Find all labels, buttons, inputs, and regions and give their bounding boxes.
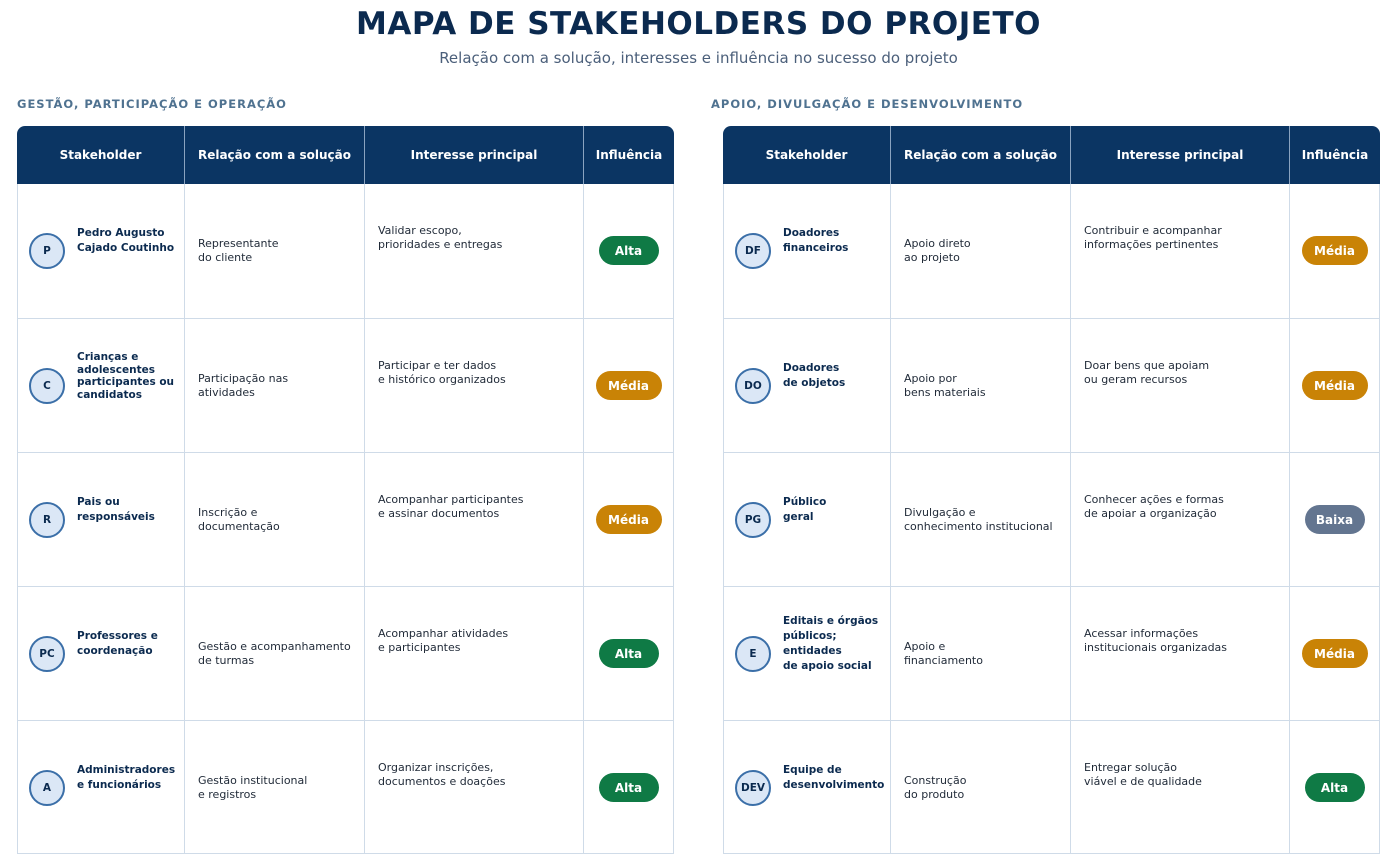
relation-text: Apoio direto ao projeto — [904, 237, 971, 264]
relation-text: Construção do produto — [904, 774, 967, 801]
avatar: A — [29, 770, 65, 806]
table-row — [17, 452, 674, 586]
interest-text: Validar escopo, prioridades e entregas — [378, 224, 503, 251]
interest-text: Entregar solução viável e de qualidade — [1084, 761, 1202, 788]
influence-badge: Alta — [1305, 773, 1365, 802]
table-row — [17, 184, 674, 318]
column-header: Stakeholder — [59, 148, 142, 162]
interest-text: Conhecer ações e formas de apoiar a organização — [1084, 493, 1224, 520]
stakeholder-table — [17, 126, 674, 854]
table-row — [723, 318, 1380, 452]
interest-text: Acompanhar participantes e assinar documentos — [378, 493, 524, 520]
stakeholder-name: Pedro Augusto Cajado Coutinho — [77, 227, 175, 254]
column-header: Interesse principal — [364, 126, 583, 184]
relation-text: Gestão institucional e registros — [198, 774, 308, 801]
influence-badge: Média — [1302, 236, 1368, 265]
avatar: PC — [29, 636, 65, 672]
relation-text: Apoio e financiamento — [904, 640, 983, 667]
page-subtitle: Relação com a solução, interesses e influência no sucesso do projeto — [439, 49, 958, 67]
relation-text: Gestão e acompanhamento de turmas — [198, 640, 351, 667]
avatar: E — [735, 636, 771, 672]
interest-text: Organizar inscrições, documentos e doações — [378, 761, 506, 788]
avatar: DF — [735, 233, 771, 269]
relation-text: Participação nas atividades — [198, 372, 289, 399]
influence-badge: Média — [1302, 639, 1368, 668]
avatar: P — [29, 233, 65, 269]
stakeholder-name: Doadores financeiros — [783, 227, 849, 254]
influence-badge: Média — [596, 505, 662, 534]
column-header: Influência — [583, 126, 674, 184]
relation-text: Representante do cliente — [198, 237, 279, 264]
interest-text: Acessar informações institucionais organizadas — [1084, 627, 1228, 654]
table-row — [723, 720, 1380, 854]
relation-text: Divulgação e conhecimento institucional — [904, 506, 1053, 533]
influence-badge: Média — [1302, 371, 1368, 400]
avatar: R — [29, 502, 65, 538]
stakeholder-table — [723, 126, 1380, 854]
column-header: Relação com a solução — [890, 126, 1070, 184]
table-row — [723, 586, 1380, 720]
stakeholder-name: Crianças e adolescentes participantes ou candidatos — [77, 351, 175, 401]
table-row — [723, 184, 1380, 318]
stakeholder-name: Público geral — [783, 496, 827, 523]
section-label: APOIO, DIVULGAÇÃO E DESENVOLVIMENTO — [711, 97, 1024, 111]
stakeholder-name: Equipe de desenvolvimento — [783, 764, 885, 791]
column-header: Influência — [1289, 126, 1380, 184]
influence-badge: Alta — [599, 773, 659, 802]
stakeholder-name: Professores e coordenação — [77, 630, 158, 657]
table-header — [723, 126, 1380, 184]
column-header: Relação com a solução — [184, 126, 364, 184]
avatar: DO — [735, 368, 771, 404]
column-header: Interesse principal — [1070, 126, 1289, 184]
table-row — [723, 452, 1380, 586]
avatar: PG — [735, 502, 771, 538]
page-title: MAPA DE STAKEHOLDERS DO PROJETO — [356, 6, 1041, 42]
stakeholder-name: Editais e órgãos públicos; entidades de apoio social — [783, 615, 879, 672]
table-row — [17, 318, 674, 452]
avatar: DEV — [735, 770, 771, 806]
interest-text: Contribuir e acompanhar informações pertinentes — [1084, 224, 1222, 251]
stakeholder-name: Pais ou responsáveis — [77, 496, 155, 523]
influence-badge: Média — [596, 371, 662, 400]
relation-text: Inscrição e documentação — [198, 506, 280, 533]
column-header: Stakeholder — [765, 148, 848, 162]
influence-badge: Alta — [599, 236, 659, 265]
table-row — [17, 586, 674, 720]
section-label: GESTÃO, PARTICIPAÇÃO E OPERAÇÃO — [17, 97, 287, 111]
influence-badge: Alta — [599, 639, 659, 668]
table-header — [17, 126, 674, 184]
relation-text: Apoio por bens materiais — [904, 372, 986, 399]
table-row — [17, 720, 674, 854]
influence-badge: Baixa — [1305, 505, 1365, 534]
avatar: C — [29, 368, 65, 404]
interest-text: Participar e ter dados e histórico organizados — [378, 359, 506, 386]
interest-text: Doar bens que apoiam ou geram recursos — [1084, 359, 1210, 386]
stakeholder-name: Administradores e funcionários — [77, 764, 176, 791]
stakeholder-name: Doadores de objetos — [783, 362, 846, 389]
interest-text: Acompanhar atividades e participantes — [378, 627, 509, 654]
